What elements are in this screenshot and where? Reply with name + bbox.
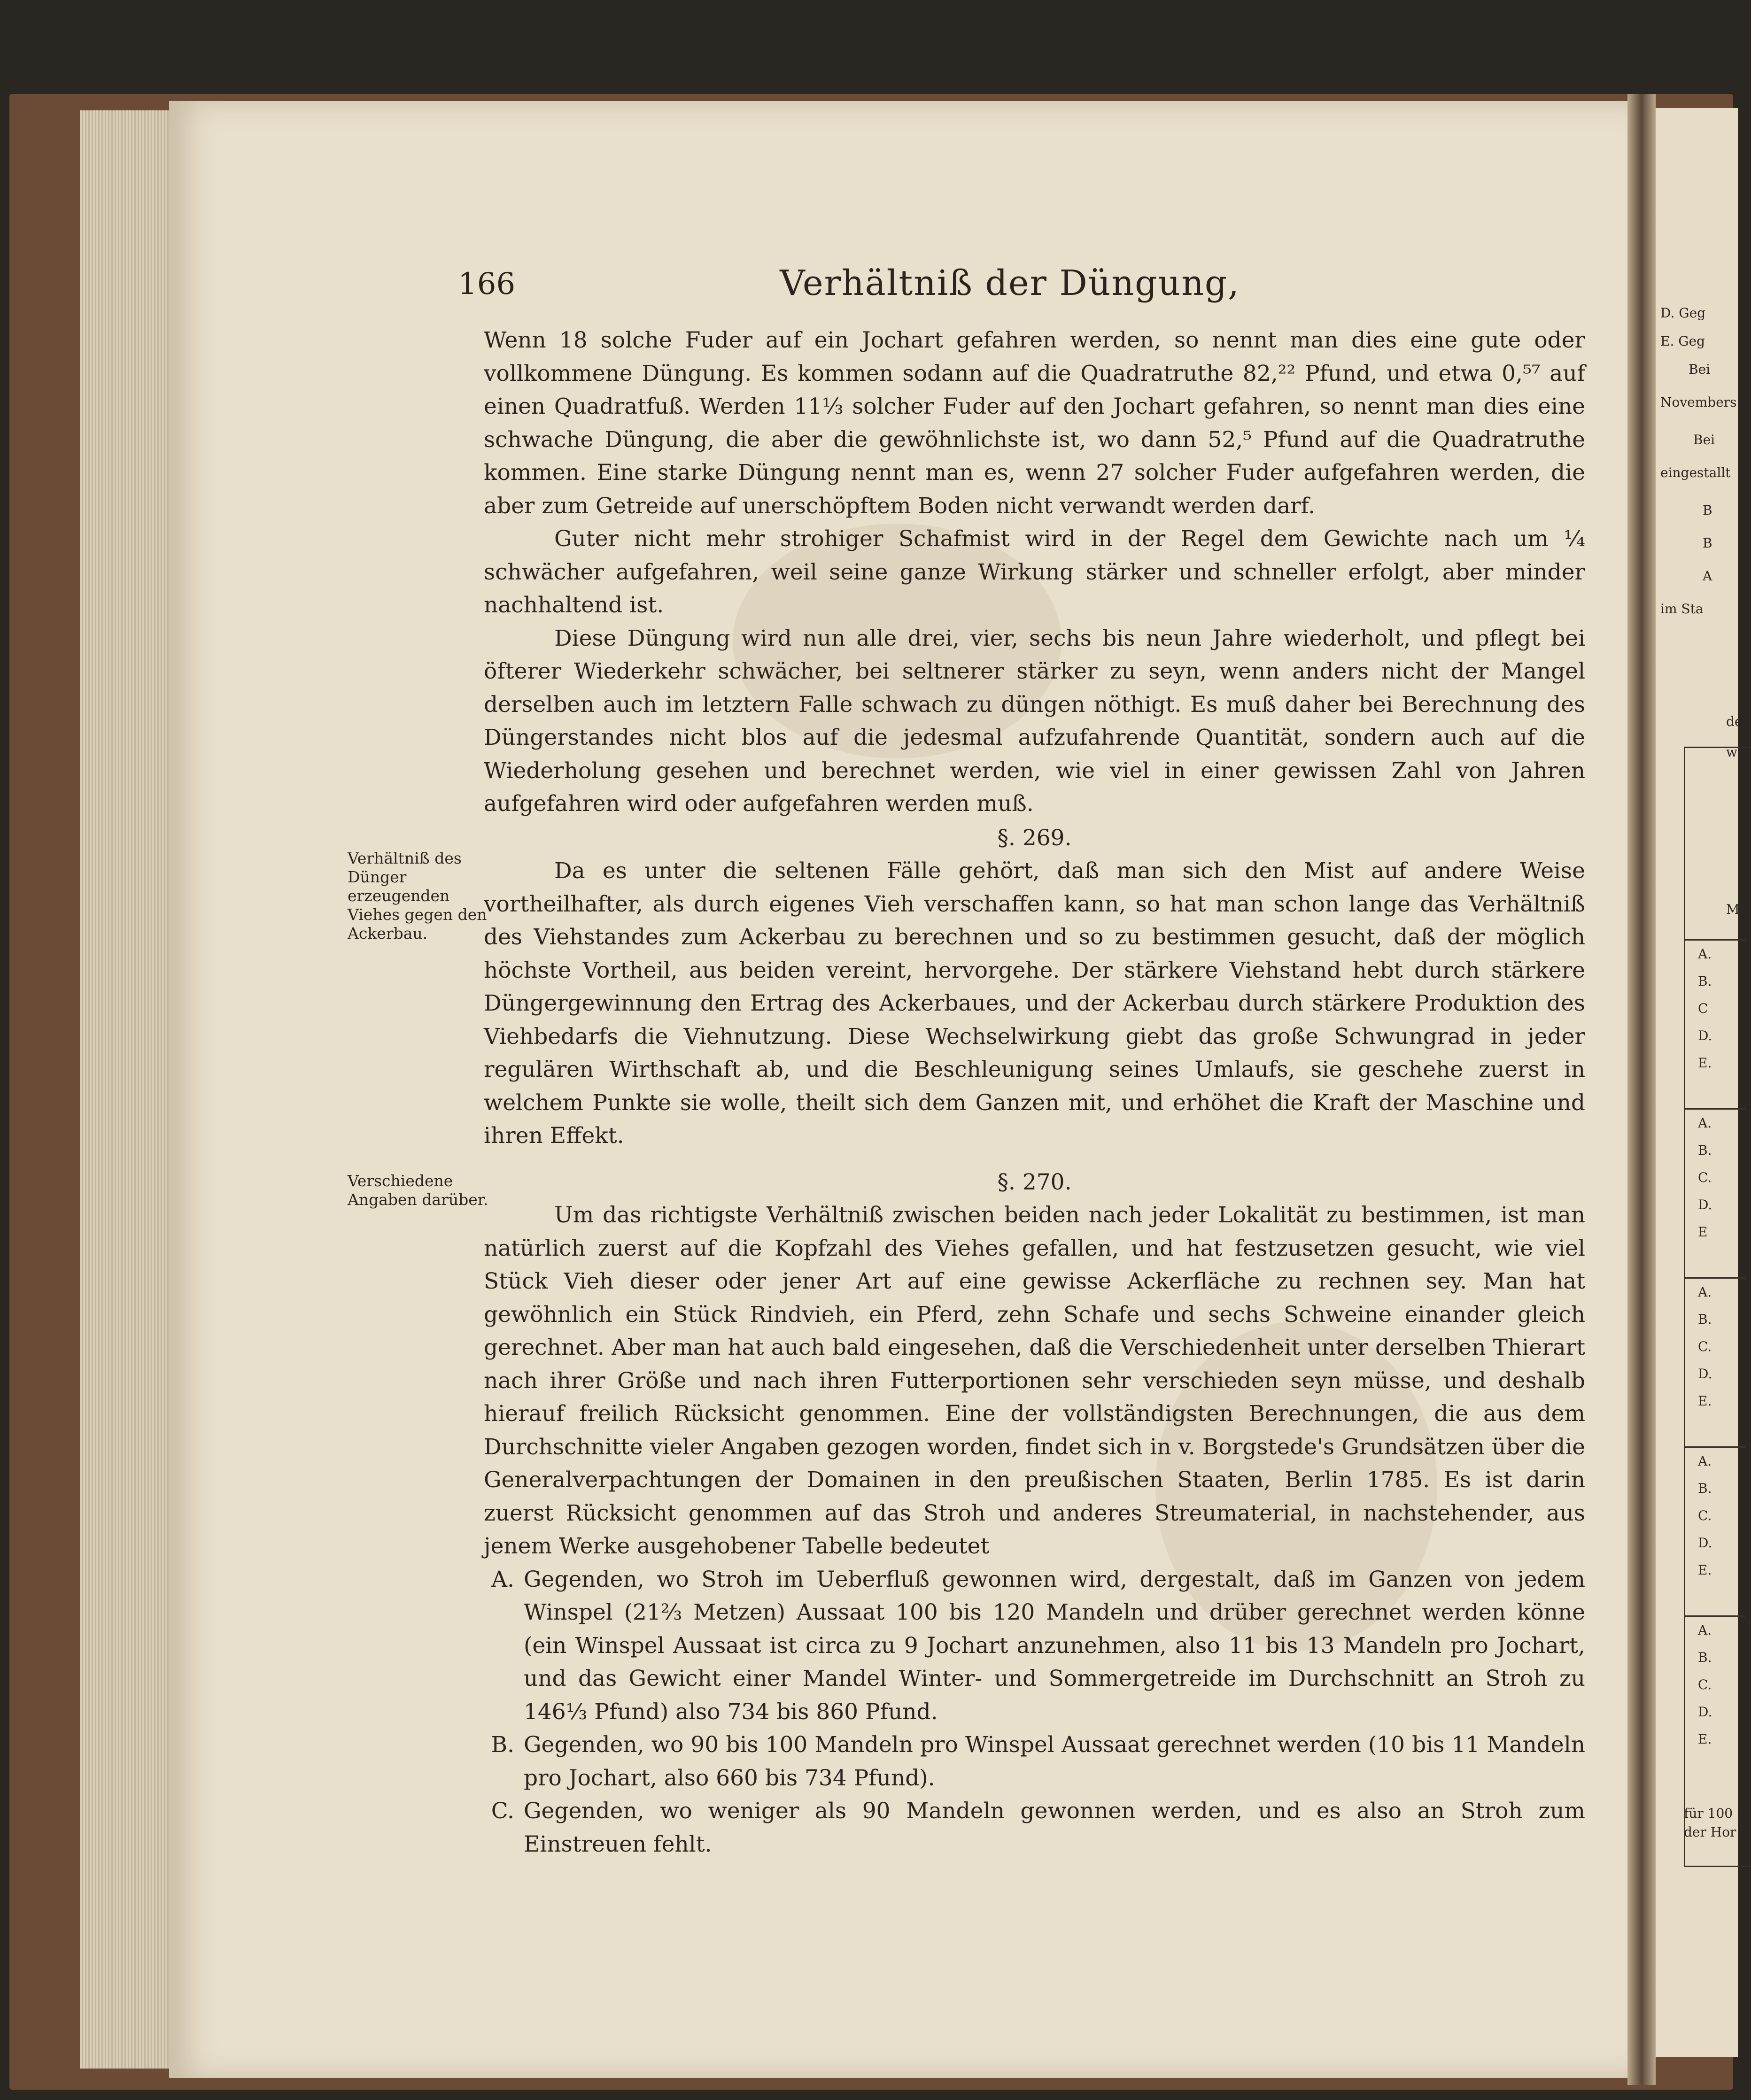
running-title: Verhältniß der Düngung,: [780, 263, 1240, 303]
list-text: Gegenden, wo Stroh im Ueberfluß gewonnen wird, dergestalt, daß im Ganzen von jedem Winspel (21⅔ Metzen) Aussaat 100 bis 120 Mandeln und drüber gerechnet werden könne (ein Winspel Aussaat ist circa zu 9 Jochart anzunehmen, also 11 bis 13 Mandeln pro Jochart, und das Gewicht einer Mandel Winter- und Sommergetreide im Durchschnitt an Stroh zu 146⅓ Pfund) also 734 bis 860 Pfund.: [524, 1566, 1585, 1725]
facing-page: [1656, 108, 1746, 2057]
facing-fragment: Bei: [1689, 362, 1711, 377]
table-cell: D.: [1698, 1197, 1712, 1212]
facing-fragment: B: [1703, 502, 1712, 518]
table-cell: C.: [1698, 1677, 1712, 1692]
table-cell: D.: [1698, 1028, 1712, 1043]
facing-fragment: M: [1726, 902, 1740, 917]
table-cell: E.: [1698, 1393, 1712, 1409]
list-item: [484, 1729, 1585, 1795]
page-edges: [80, 110, 178, 2069]
table-cell: A.: [1698, 1453, 1712, 1469]
table-cell: C.: [1698, 1339, 1712, 1354]
table-row-group: [1684, 1108, 1745, 1246]
facing-fragment: im Sta: [1660, 601, 1704, 617]
table-cell: C.: [1698, 1508, 1712, 1523]
paragraph: Diese Düngung wird nun alle drei, vier, sechs bis neun Jahre wiederholt, und pflegt bei öfterer Wiederkehr schwächer, bei seltnerer stärker zu seyn, wenn anders nicht der Mangel derselben auch im letztern Falle schwach zu düngen nöthigt. Es muß daher bei Berechnung des Düngerstandes nicht blos auf die jedesmal aufzufahrende Quantität, sondern auch auf die Wiederholung gesehen und berechnet werden, wie viel in einer gewissen Zahl von Jahren aufgefahren wird oder aufgefahren werden muß.: [484, 625, 1585, 817]
table-cell: E: [1698, 1224, 1708, 1240]
margin-note-270: Verschiedene Angaben darüber.: [348, 1172, 488, 1209]
page-number: 166: [458, 267, 516, 301]
table-cell: B.: [1698, 973, 1712, 989]
main-text: [484, 324, 1585, 1861]
list-text: Gegenden, wo weniger als 90 Mandeln gewonnen werden, und es also an Stroh zum Einstreuen fehlt.: [524, 1798, 1585, 1857]
table-cell: B.: [1698, 1650, 1712, 1665]
facing-fragment: der Hor: [1684, 1824, 1736, 1840]
table-cell: A.: [1698, 946, 1712, 962]
facing-fragment: Bei: [1693, 432, 1715, 448]
book-gutter: [1627, 94, 1656, 2085]
table-row-group: [1684, 1615, 1745, 1753]
paragraph: Um das richtigste Verhältniß zwischen beiden nach jeder Lokalität zu bestimmen, ist man natürlich zuerst auf die Kopfzahl des Viehes gefallen, und hat festzusetzen gesucht, wie viel Stück Vieh dieser oder jener Art auf eine gewisse Ackerfläche zu rechnen sey. Man hat gewöhnlich ein Stück Rindvieh, ein Pferd, zehn Schafe und sechs Schweine einander gleich gerechnet. Aber man hat auch bald eingesehen, daß die Verschiedenheit unter derselben Thierart nach ihrer Größe und nach ihren Futterportionen sehr verschieden seyn müsse, und deshalb hierauf freilich Rücksicht genommen. Eine der vollständigsten Berechnungen, die aus dem Durchschnitte vieler Angaben gezogen worden, findet sich in v. Borgstede's Grundsätzen über die Generalverpachtungen der Domainen in den preußischen Staaten, Berlin 1785. Es ist darin zuerst Rücksicht genommen auf das Stroh und anderes Streumaterial, in nachstehender, aus jenem Werke ausgehobener Tabelle bedeutet: [484, 1202, 1585, 1559]
table-cell: A.: [1698, 1284, 1712, 1300]
facing-fragment: Novembers: [1660, 394, 1737, 410]
page-header: [458, 263, 1562, 315]
list-marker: C.: [491, 1798, 514, 1824]
list-item: [484, 1795, 1585, 1861]
table-cell: A.: [1698, 1622, 1712, 1638]
facing-fragment: D. Geg: [1660, 305, 1706, 321]
facing-fragment: E. Geg: [1660, 333, 1705, 349]
table-cell: A.: [1698, 1115, 1712, 1131]
table-row-group: [1684, 1277, 1745, 1415]
facing-fragment: B: [1703, 535, 1712, 551]
list-marker: B.: [491, 1732, 514, 1758]
list-marker: A.: [491, 1566, 514, 1592]
paragraph: Da es unter die seltenen Fälle gehört, daß man sich den Mist auf andere Weise vortheilhafter, als durch eigenes Vieh verschaffen kann, so hat man schon lange das Verhältniß des Viehstandes zum Ackerbau zu berechnen und so zu bestimmen gesucht, daß der möglich höchste Vortheil, aus beiden vereint, hervorgehe. Der stärkere Viehstand hebt durch stärkere Düngergewinnung den Ertrag des Ackerbaues, und der Ackerbau durch stärkere Produktion des Viehbedarfs die Viehnutzung. Diese Wechselwirkung giebt das große Schwungrad in jeder regulären Wirthschaft ab, und die Beschleunigung seines Umlaufs, sie geschehe zuerst in welchem Punkte sie wolle, theilt sich dem Ganzen mit, und erhöhet die Kraft der Maschine und ihren Effekt.: [484, 858, 1585, 1149]
table-cell: D.: [1698, 1535, 1712, 1551]
list-item: [484, 1563, 1585, 1729]
list-text: Gegenden, wo 90 bis 100 Mandeln pro Winspel Aussaat gerechnet werden (10 bis 11 Mandeln pro Jochart, also 660 bis 734 Pfund).: [524, 1732, 1585, 1791]
paragraph: Wenn 18 solche Fuder auf ein Jochart gefahren werden, so nennt man dies eine gute oder vollkommene Düngung. Es kommen sodann auf die Quadratruthe 82,²² Pfund, und etwa 0,⁵⁷ auf einen Quadratfuß. Werden 11⅓ solcher Fuder auf den Jochart gefahren, so nennt man dies eine schwache Düngung, die aber die gewöhnlichste ist, wo dann 52,⁵ Pfund auf die Quadratruthe kommen. Eine starke Düngung nennt man es, wenn 27 solcher Fuder aufgefahren werden, die aber zum Getreide auf unerschöpftem Boden nicht verwandt werden darf.: [484, 327, 1585, 519]
paragraph: Guter nicht mehr strohiger Schafmist wird in der Regel dem Gewichte nach um ¼ schwächer aufgefahren, weil seine ganze Wirkung stärker und schneller erfolgt, aber minder nachhaltend ist.: [484, 526, 1585, 618]
table-row-group: [1684, 1446, 1745, 1584]
facing-fragment: eingestallt: [1660, 465, 1731, 480]
section-heading-270: §. 270.: [997, 1169, 1072, 1195]
facing-fragment: A: [1703, 568, 1712, 584]
region-list: [484, 1563, 1585, 1861]
table-row-group: [1684, 939, 1745, 1077]
table-cell: B.: [1698, 1143, 1712, 1158]
table-cell: D.: [1698, 1366, 1712, 1382]
table-cell: E.: [1698, 1055, 1712, 1071]
table-cell: B.: [1698, 1481, 1712, 1496]
facing-fragment: für 100 S: [1684, 1806, 1746, 1821]
table-cell: B.: [1698, 1312, 1712, 1327]
facing-fragment: w: [1726, 744, 1737, 760]
facing-fragment: de: [1726, 714, 1743, 729]
margin-note-269: Verhältniß des Dünger erzeugenden Viehes gegen den Ackerbau.: [348, 849, 487, 942]
table-cell: E.: [1698, 1731, 1712, 1747]
table-cell: C: [1698, 1001, 1708, 1016]
table-cell: D.: [1698, 1704, 1712, 1720]
table-cell: E.: [1698, 1562, 1712, 1578]
section-heading-269: §. 269.: [997, 825, 1072, 851]
table-cell: C.: [1698, 1170, 1712, 1185]
